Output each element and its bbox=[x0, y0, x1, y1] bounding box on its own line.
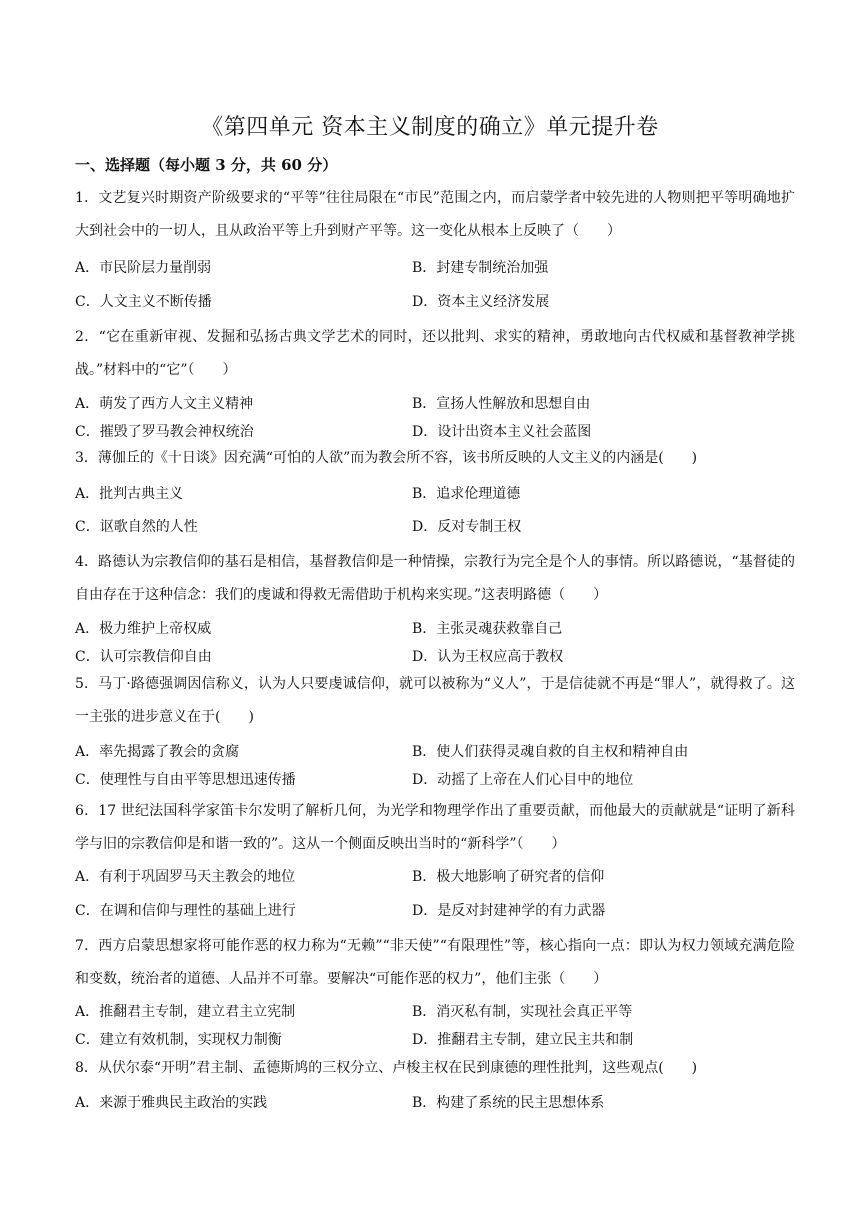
option-a: A．极力维护上帝权威 bbox=[75, 621, 212, 637]
question-stem: 1．文艺复兴时期资产阶级要求的“平等”往往局限在“市民”范围之内，而启蒙学者中较先进的人物则把平等明确地扩大到社会中的一切人，且从政治平等上升到财产平等。这一变化从根本上反映了（ ） bbox=[75, 190, 795, 239]
option-c: C．人文主义不断传播 bbox=[75, 294, 212, 310]
option-d: D．推翻君主专制，建立民主共和制 bbox=[412, 1032, 634, 1048]
option-b: B．封建专制统治加强 bbox=[412, 260, 549, 276]
question-stem: 4．路德认为宗教信仰的基石是相信，基督教信仰是一种情操，宗教行为完全是个人的事情。所以路德说，“基督徒的自由存在于这种信念：我们的虔诚和得救无需借助于机构来实现。”这表明路德（ ） bbox=[75, 554, 795, 603]
option-a: A．批判古典主义 bbox=[75, 486, 184, 502]
option-b: B．构建了系统的民主思想体系 bbox=[412, 1095, 605, 1111]
option-c: C．建立有效机制，实现权力制衡 bbox=[75, 1032, 282, 1048]
option-c: C．讴歌自然的人性 bbox=[75, 519, 198, 535]
option-d: D．资本主义经济发展 bbox=[412, 294, 550, 310]
question-stem: 8．从伏尔泰“开明”君主制、孟德斯鸠的三权分立、卢梭主权在民到康德的理性批判，这些观点( ) bbox=[75, 1060, 698, 1076]
option-b: B．极大地影响了研究者的信仰 bbox=[412, 869, 605, 885]
question-stem: 6．17 世纪法国科学家笛卡尔发明了解析几何，为光学和物理学作出了重要贡献，而他最大的贡献就是“证明了新科学与旧的宗教信仰是和谐一致的”。这从一个侧面反映出当时的“新科学”（ ） bbox=[75, 803, 795, 852]
question-stem: 3．薄伽丘的《十日谈》因充满“可怕的人欲”而为教会所不容，该书所反映的人文主义的内涵是( ) bbox=[75, 450, 698, 466]
option-a: A．市民阶层力量削弱 bbox=[75, 260, 212, 276]
option-c: C．摧毁了罗马教会神权统治 bbox=[75, 424, 254, 440]
question-stem: 2．“它在重新审视、发掘和弘扬古典文学艺术的同时，还以批判、求实的精神，勇敢地向古代权威和基督教神学挑战。”材料中的“它”（ ） bbox=[75, 329, 795, 378]
option-a: A．来源于雅典民主政治的实践 bbox=[75, 1095, 268, 1111]
option-c: C．认可宗教信仰自由 bbox=[75, 649, 212, 665]
option-d: D．动摇了上帝在人们心目中的地位 bbox=[412, 772, 634, 788]
option-c: C．在调和信仰与理性的基础上进行 bbox=[75, 903, 296, 919]
section-heading: 一、选择题（每小题 3 分，共 60 分） bbox=[75, 156, 338, 174]
option-d: D．设计出资本主义社会蓝图 bbox=[412, 424, 592, 440]
option-a: A．有利于巩固罗马天主教会的地位 bbox=[75, 869, 296, 885]
option-b: B．主张灵魂获救靠自己 bbox=[412, 621, 563, 637]
option-b: B．消灭私有制，实现社会真正平等 bbox=[412, 1004, 633, 1020]
option-a: A．萌发了西方人文主义精神 bbox=[75, 396, 254, 412]
option-a: A．率先揭露了教会的贪腐 bbox=[75, 744, 240, 760]
option-b: B．宣扬人性解放和思想自由 bbox=[412, 396, 591, 412]
option-b: B．追求伦理道德 bbox=[412, 486, 521, 502]
question-stem: 7．西方启蒙思想家将可能作恶的权力称为“无赖”“非天使”“有限理性”等，核心指向一点：即认为权力领域充满危险和变数，统治者的道德、人品并不可靠。要解决“可能作恶的权力”，他们主张（ ） bbox=[75, 938, 795, 987]
document-title: 《第四单元 资本主义制度的确立》单元提升卷 bbox=[201, 115, 659, 140]
option-c: C．使理性与自由平等思想迅速传播 bbox=[75, 772, 296, 788]
option-d: D．认为王权应高于教权 bbox=[412, 649, 564, 665]
option-a: A．推翻君主专制，建立君主立宪制 bbox=[75, 1004, 296, 1020]
option-d: D．是反对封建神学的有力武器 bbox=[412, 903, 606, 919]
option-d: D．反对专制王权 bbox=[412, 519, 522, 535]
option-b: B．使人们获得灵魂自救的自主权和精神自由 bbox=[412, 744, 689, 760]
question-stem: 5．马丁·路德强调因信称义，认为人只要虔诚信仰，就可以被称为“义人”，于是信徒就不再是“罪人”，就得救了。这一主张的进步意义在于( ) bbox=[75, 676, 795, 725]
